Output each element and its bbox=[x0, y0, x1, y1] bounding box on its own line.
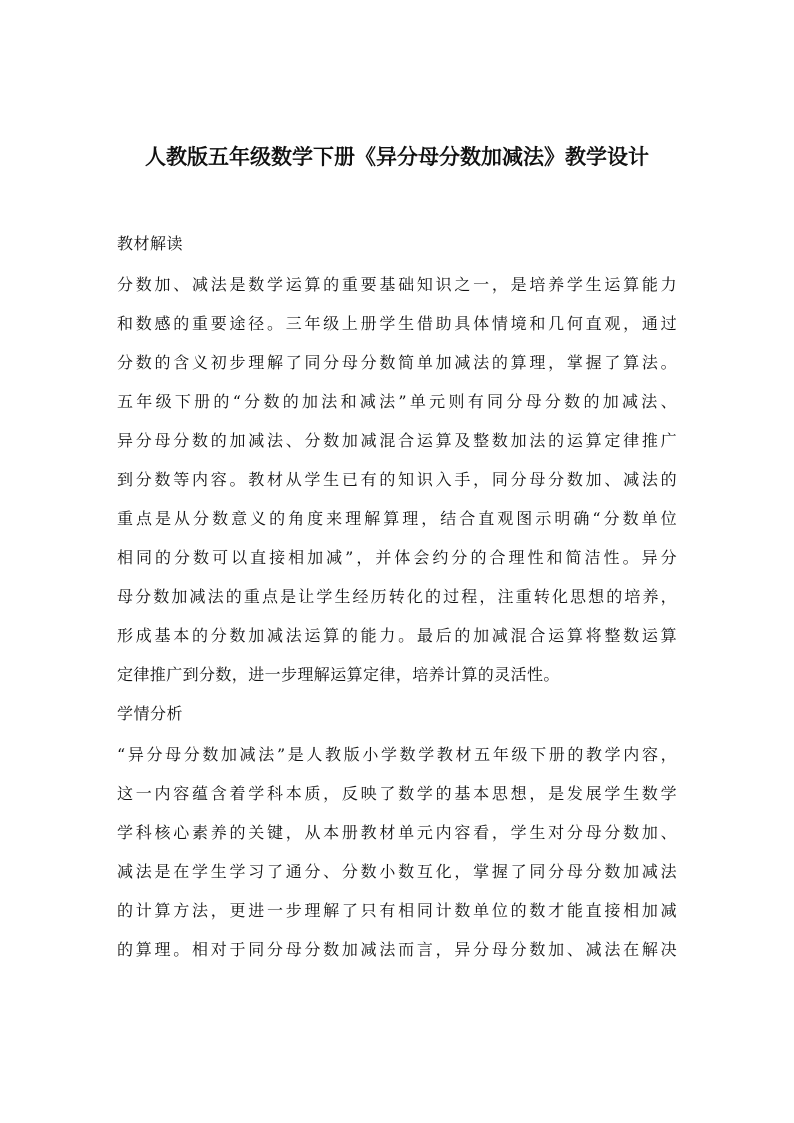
paragraph-line: 分数的含义初步理解了同分母分数简单加减法的算理，掌握了算法。 bbox=[117, 353, 677, 372]
paragraph-line: “异分母分数加减法”是人教版小学数学教材五年级下册的教学内容， bbox=[117, 745, 677, 764]
paragraph-line: 异分母分数的加减法、分数加减混合运算及整数加法的运算定律推广 bbox=[117, 431, 677, 450]
paragraph-line: 学科核心素养的关键，从本册教材单元内容看，学生对分母分数加、 bbox=[117, 823, 677, 842]
paragraph-line: 到分数等内容。教材从学生已有的知识入手，同分母分数加、减法的 bbox=[117, 470, 677, 489]
document-title: 人教版五年级数学下册《异分母分数加减法》教学设计 bbox=[145, 145, 649, 169]
paragraph-line: 的算理。相对于同分母分数加减法而言，异分母分数加、减法在解决 bbox=[117, 940, 677, 959]
paragraph-line: 分数加、减法是数学运算的重要基础知识之一，是培养学生运算能力 bbox=[117, 275, 677, 294]
paragraph-line: 和数感的重要途径。三年级上册学生借助具体情境和几何直观，通过 bbox=[117, 314, 677, 333]
paragraph-line: 定律推广到分数，进一步理解运算定律，培养计算的灵活性。 bbox=[117, 665, 560, 684]
paragraph-line: 五年级下册的“分数的加法和减法”单元则有同分母分数的加减法、 bbox=[117, 392, 677, 411]
paragraph-line: 形成基本的分数加减法运算的能力。最后的加减混合运算将整数运算 bbox=[117, 626, 677, 645]
section-heading: 学情分析 bbox=[117, 704, 184, 723]
section-heading: 教材解读 bbox=[117, 234, 184, 253]
paragraph-line: 重点是从分数意义的角度来理解算理，结合直观图示明确“分数单位 bbox=[117, 509, 677, 528]
paragraph-line: 这一内容蕴含着学科本质，反映了数学的基本思想，是发展学生数学 bbox=[117, 784, 677, 803]
paragraph-line: 母分数加减法的重点是让学生经历转化的过程，注重转化思想的培养， bbox=[117, 587, 677, 606]
paragraph-line: 减法是在学生学习了通分、分数小数互化，掌握了同分母分数加减法 bbox=[117, 862, 677, 881]
paragraph-line: 的计算方法，更进一步理解了只有相同计数单位的数才能直接相加减 bbox=[117, 901, 677, 920]
paragraph-line: 相同的分数可以直接相加减”，并体会约分的合理性和简洁性。异分 bbox=[117, 548, 677, 567]
